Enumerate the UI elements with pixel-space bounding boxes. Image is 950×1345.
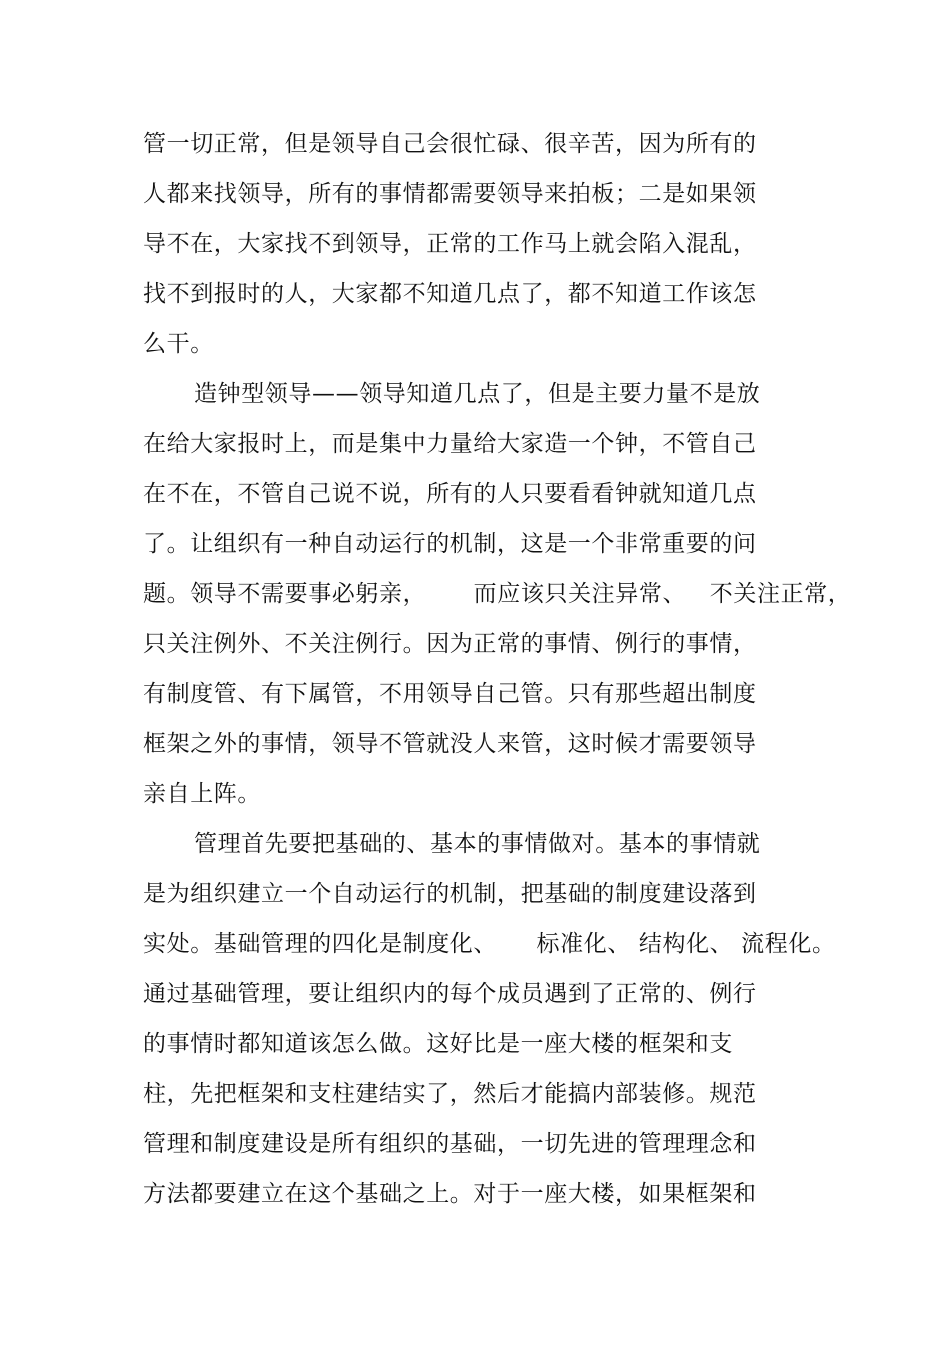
text-line-5: 么干。 [143,331,214,357]
text-line-10: 题。领导不需要事必躬亲， 而应该只关注异常、 不关注正常， [143,581,852,607]
text-line-11: 只关注例外、不关注例行。因为正常的事情、例行的事情， [143,631,757,657]
text-line-15: 管理首先要把基础的、基本的事情做对。基本的事情就 [194,831,761,857]
text-line-12: 有制度管、有下属管，不用领导自己管。只有那些超出制度 [143,681,757,707]
text-line-8: 在不在，不管自己说不说，所有的人只要看看钟就知道几点 [143,481,757,507]
text-line-13: 框架之外的事情，领导不管就没人来管，这时候才需要领导 [143,731,757,757]
text-line-21: 管理和制度建设是所有组织的基础，一切先进的管理理念和 [143,1131,757,1157]
text-line-6: 造钟型领导——领导知道几点了，但是主要力量不是放 [194,381,761,407]
text-line-19: 的事情时都知道该怎么做。这好比是一座大楼的框架和支 [143,1031,733,1057]
text-line-14: 亲自上阵。 [143,781,261,807]
text-line-18: 通过基础管理，要让组织内的每个成员遇到了正常的、例行 [143,981,757,1007]
text-line-4: 找不到报时的人，大家都不知道几点了，都不知道工作该怎 [143,281,757,307]
text-line-2: 人都来找领导，所有的事情都需要领导来拍板；二是如果领 [143,181,757,207]
text-line-7: 在给大家报时上，而是集中力量给大家造一个钟，不管自己 [143,431,757,457]
text-line-22: 方法都要建立在这个基础之上。对于一座大楼，如果框架和 [143,1181,757,1207]
text-line-17: 实处。基础管理的四化是制度化、 标准化、 结构化、 流程化。 [143,931,836,957]
text-line-16: 是为组织建立一个自动运行的机制，把基础的制度建设落到 [143,881,757,907]
text-line-20: 柱，先把框架和支柱建结实了，然后才能搞内部装修。规范 [143,1081,757,1107]
text-line-9: 了。让组织有一种自动运行的机制，这是一个非常重要的问 [143,531,757,557]
text-line-1: 管一切正常，但是领导自己会很忙碌、很辛苦，因为所有的 [143,131,757,157]
text-line-3: 导不在，大家找不到领导，正常的工作马上就会陷入混乱， [143,231,757,257]
